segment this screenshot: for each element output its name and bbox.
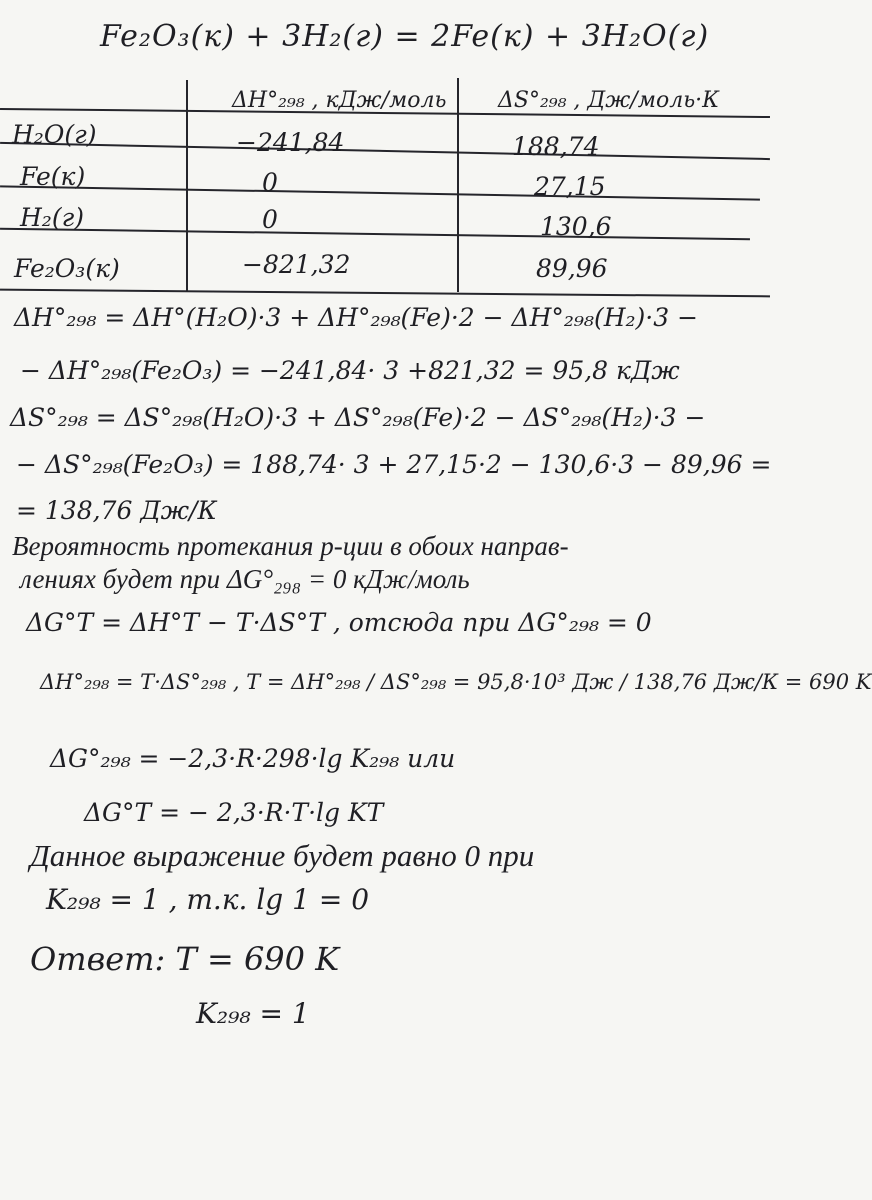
row-substance: H₂O(г) [12, 120, 97, 149]
calc-line: ΔH°₂₉₈ = ΔH°(H₂O)·3 + ΔH°₂₉₈(Fe)·2 − ΔH°₂₉₈(H₂)·3 − [14, 303, 699, 332]
row-ds: 27,15 [534, 172, 606, 201]
row-ds: 89,96 [536, 254, 608, 283]
row-dh: −821,32 [242, 250, 351, 279]
calc-line: ΔG°T = − 2,3·R·T·lg KT [84, 798, 384, 827]
table-rule [0, 185, 760, 200]
reaction-equation: Fe₂O₃(к) + 3H₂(г) = 2Fe(к) + 3H₂O(г) [100, 19, 710, 54]
answer-line: Ответ: T = 690 K [30, 940, 340, 978]
row-dh: 0 [262, 168, 278, 197]
calc-line: ΔS°₂₉₈ = ΔS°₂₉₈(H₂O)·3 + ΔS°₂₉₈(Fe)·2 − ΔS°₂₉₈(H₂)·3 − [10, 403, 706, 432]
calc-line: − ΔH°₂₉₈(Fe₂O₃) = −241,84· 3 +821,32 = 95,8 кДж [20, 356, 680, 385]
header-dh: ΔH°₂₉₈ , кДж/моль [232, 88, 447, 113]
table-rule [0, 142, 770, 160]
row-dh: −241,84 [236, 128, 345, 157]
row-substance: H₂(г) [20, 203, 84, 232]
row-dh: 0 [262, 205, 278, 234]
table-vrule [186, 80, 188, 292]
answer-line: K₂₉₈ = 1 [196, 997, 310, 1030]
calc-line: ΔG°₂₉₈ = −2,3·R·298·lg K₂₉₈ или [50, 744, 456, 773]
table-rule [0, 228, 750, 240]
calc-line: ΔH°₂₉₈ = T·ΔS°₂₉₈ , T = ΔH°₂₉₈ / ΔS°₂₉₈ = 95,8·10³ Дж / 138,76 Дж/К = 690 K [40, 670, 872, 694]
row-substance: Fe(к) [20, 162, 86, 191]
calc-line: − ΔS°₂₉₈(Fe₂O₃) = 188,74· 3 + 27,15·2 − 130,6·3 − 89,96 = [16, 450, 772, 479]
calc-line: лениях будет при ΔG°₂₉₈ = 0 кДж/моль [20, 564, 470, 594]
calc-line: Вероятность протекания р-ции в обоих направ- [12, 531, 569, 561]
calc-line: Данное выражение будет равно 0 при [30, 838, 535, 873]
calc-line: ΔG°T = ΔH°T − T·ΔS°T , отсюда при ΔG°₂₉₈ = 0 [26, 608, 652, 637]
row-substance: Fe₂O₃(к) [14, 254, 120, 283]
row-ds: 188,74 [512, 132, 600, 161]
table-vrule [457, 78, 459, 292]
header-ds: ΔS°₂₉₈ , Дж/моль·К [498, 88, 720, 113]
table-rule [0, 289, 770, 298]
row-ds: 130,6 [540, 212, 612, 241]
calc-line: = 138,76 Дж/К [16, 496, 217, 525]
calc-line: K₂₉₈ = 1 , т.к. lg 1 = 0 [46, 883, 370, 916]
thermo-table [0, 0, 872, 310]
